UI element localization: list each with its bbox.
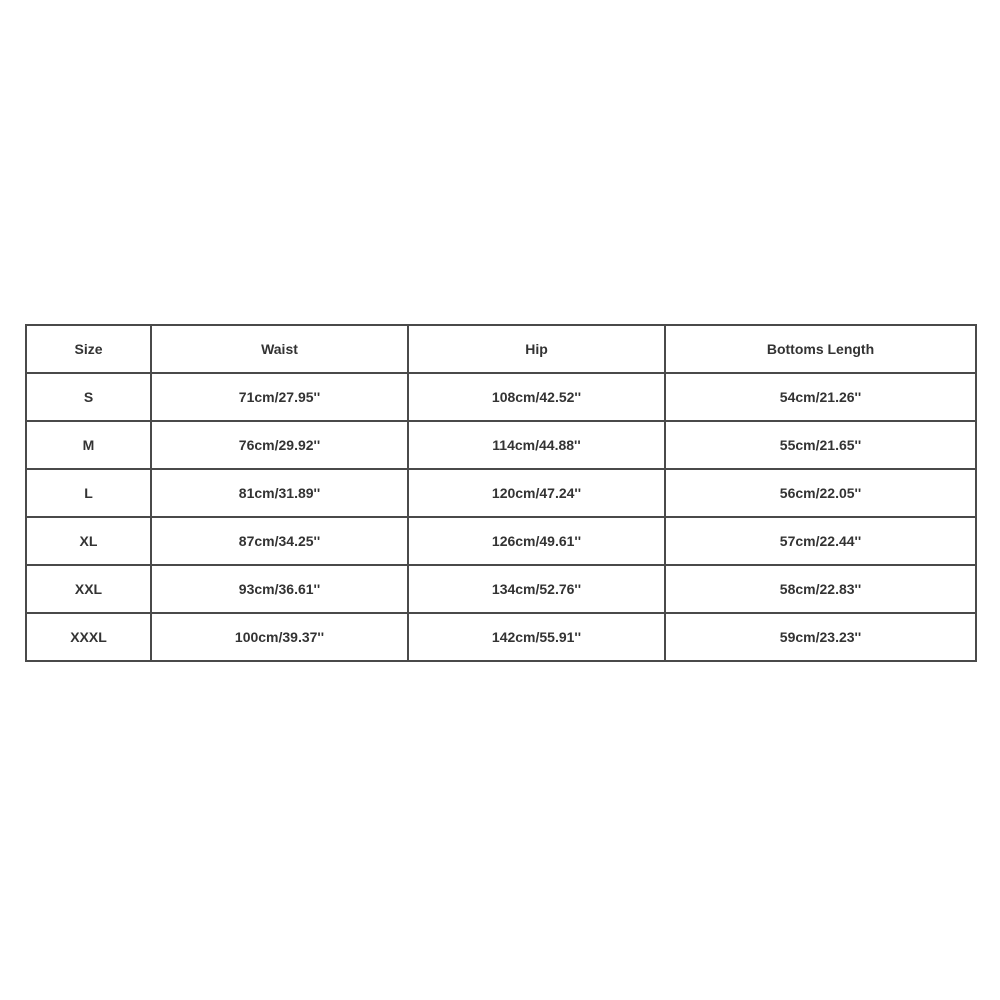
cell-size: XXL: [26, 565, 151, 613]
cell-hip: 134cm/52.76'': [408, 565, 665, 613]
cell-waist: 71cm/27.95'': [151, 373, 408, 421]
cell-size: XXXL: [26, 613, 151, 661]
cell-waist: 81cm/31.89'': [151, 469, 408, 517]
cell-bottoms-length: 58cm/22.83'': [665, 565, 976, 613]
table-row: [26, 469, 976, 517]
cell-hip: 120cm/47.24'': [408, 469, 665, 517]
cell-size: M: [26, 421, 151, 469]
table-row: [26, 613, 976, 661]
size-chart-table: [25, 324, 977, 662]
cell-size: XL: [26, 517, 151, 565]
table-header-row: [26, 325, 976, 373]
header-hip: Hip: [408, 325, 665, 373]
cell-bottoms-length: 59cm/23.23'': [665, 613, 976, 661]
cell-bottoms-length: 55cm/21.65'': [665, 421, 976, 469]
header-waist: Waist: [151, 325, 408, 373]
cell-waist: 93cm/36.61'': [151, 565, 408, 613]
table-row: [26, 421, 976, 469]
cell-waist: 100cm/39.37'': [151, 613, 408, 661]
cell-hip: 114cm/44.88'': [408, 421, 665, 469]
cell-size: S: [26, 373, 151, 421]
cell-hip: 108cm/42.52'': [408, 373, 665, 421]
cell-hip: 126cm/49.61'': [408, 517, 665, 565]
cell-bottoms-length: 57cm/22.44'': [665, 517, 976, 565]
cell-waist: 87cm/34.25'': [151, 517, 408, 565]
header-bottoms-length: Bottoms Length: [665, 325, 976, 373]
table-row: [26, 565, 976, 613]
table-row: [26, 373, 976, 421]
cell-bottoms-length: 54cm/21.26'': [665, 373, 976, 421]
cell-bottoms-length: 56cm/22.05'': [665, 469, 976, 517]
table-row: [26, 517, 976, 565]
header-size: Size: [26, 325, 151, 373]
cell-waist: 76cm/29.92'': [151, 421, 408, 469]
cell-size: L: [26, 469, 151, 517]
cell-hip: 142cm/55.91'': [408, 613, 665, 661]
